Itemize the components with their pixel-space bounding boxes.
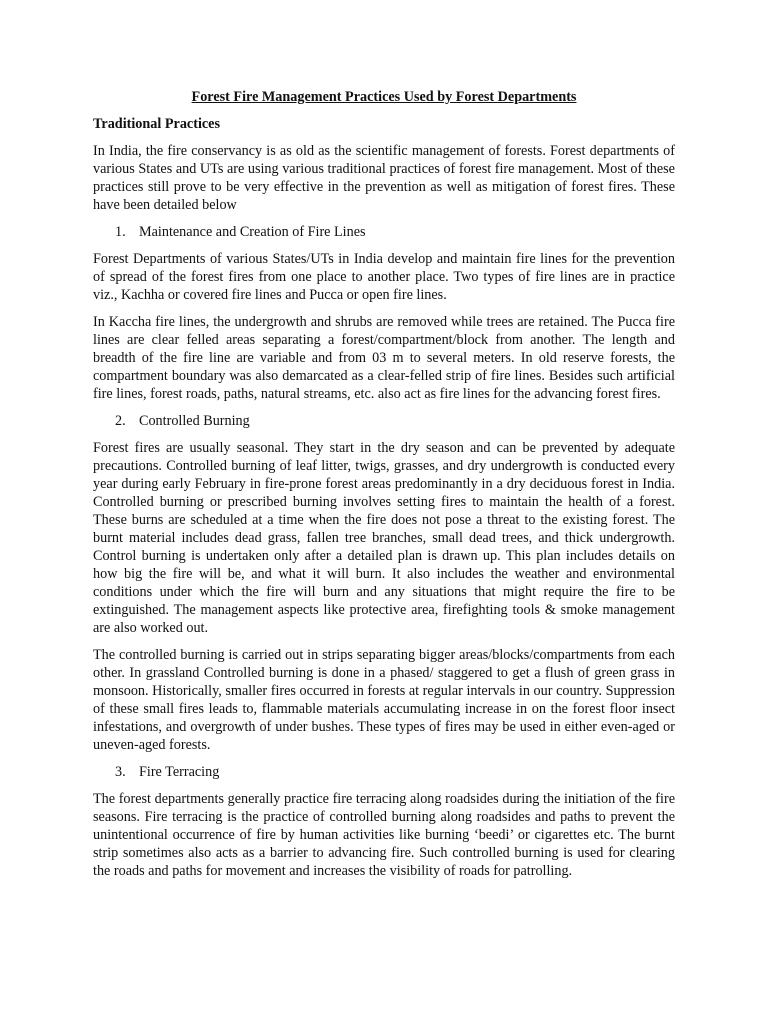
document-title: Forest Fire Management Practices Used by Forest Departments <box>191 89 577 105</box>
paragraph: Forest Departments of various States/UTs in India develop and maintain fire lines for the prevention of spread of the forest fires from one place to another place. Two types of fire lines are in practice viz., Kachha or covered fire lines and Pucca or open fire lines. <box>93 251 675 303</box>
list-number: 3. <box>115 764 126 780</box>
paragraph: The controlled burning is carried out in strips separating bigger areas/blocks/compartments from each other. In grassland Controlled burning is done in a phased/ staggered to get a flush of green grass in monsoon. Historically, smaller fires occurred in forests at regular intervals in our country. Suppression of these small fires leads to, flammable materials accumulating increase in on the forest floor insect infestations, and overgrowth of under bushes. These types of fires may be used in either even-aged or uneven-aged forests. <box>93 647 675 753</box>
paragraph: The forest departments generally practice fire terracing along roadsides during the initiation of the fire seasons. Fire terracing is the practice of controlled burning along roadsides and paths to prevent the unintentional occurrence of fire by human activities like burning ‘beedi’ or cigarettes etc. The burnt strip sometimes also acts as a barrier to advancing fire. Such controlled burning is used for clearing the roads and paths for movement and increases the visibility of roads for patrolling. <box>93 791 675 879</box>
list-item-fire-lines <box>93 223 675 241</box>
list-item-fire-terracing <box>93 763 675 781</box>
paragraph: In Kaccha fire lines, the undergrowth and shrubs are removed while trees are retained. The Pucca fire lines are clear felled areas separating a forest/compartment/block from another. The length and breadth of the fire line are variable and from 03 m to several meters. In old reserve forests, the compartment boundary was also demarcated as a clear-felled strip of fire lines. Besides such artificial fire lines, forest roads, paths, natural streams, etc. also act as fire lines for the advancing forest fires. <box>93 314 675 402</box>
section-heading: Traditional Practices <box>93 116 221 132</box>
list-heading: Controlled Burning <box>139 413 250 429</box>
intro-paragraph: In India, the fire conservancy is as old as the scientific management of forests. Forest departments of various States and UTs are using various traditional practices of forest fire management. Most of these practices still prove to be very effective in the prevention as well as mitigation of forest fires. These have been detailed below <box>93 143 675 213</box>
list-number: 1. <box>115 224 126 240</box>
document-page <box>93 88 675 889</box>
paragraph: Forest fires are usually seasonal. They start in the dry season and can be prevented by adequate precautions. Controlled burning of leaf litter, twigs, grasses, and dry undergrowth is conducted every year during early February in fire-prone forest areas predominantly in a dry deciduous forest in India. Controlled burning or prescribed burning involves setting fires to maintain the health of a forest. These burns are scheduled at a time when the fire does not pose a threat to the existing forest. The burnt material includes dead grass, fallen tree branches, small dead trees, and thick undergrowth. Control burning is undertaken only after a detailed plan is drawn up. This plan includes details on how big the fire will be, and what it will burn. It also includes the weather and environmental conditions under which the fire will burn and any situations that might require the fire to be extinguished. The management aspects like protective area, firefighting tools & smoke management are also worked out. <box>93 440 675 636</box>
list-number: 2. <box>115 413 126 429</box>
list-item-controlled-burning <box>93 412 675 430</box>
list-heading: Maintenance and Creation of Fire Lines <box>139 224 366 240</box>
list-heading: Fire Terracing <box>139 764 220 780</box>
